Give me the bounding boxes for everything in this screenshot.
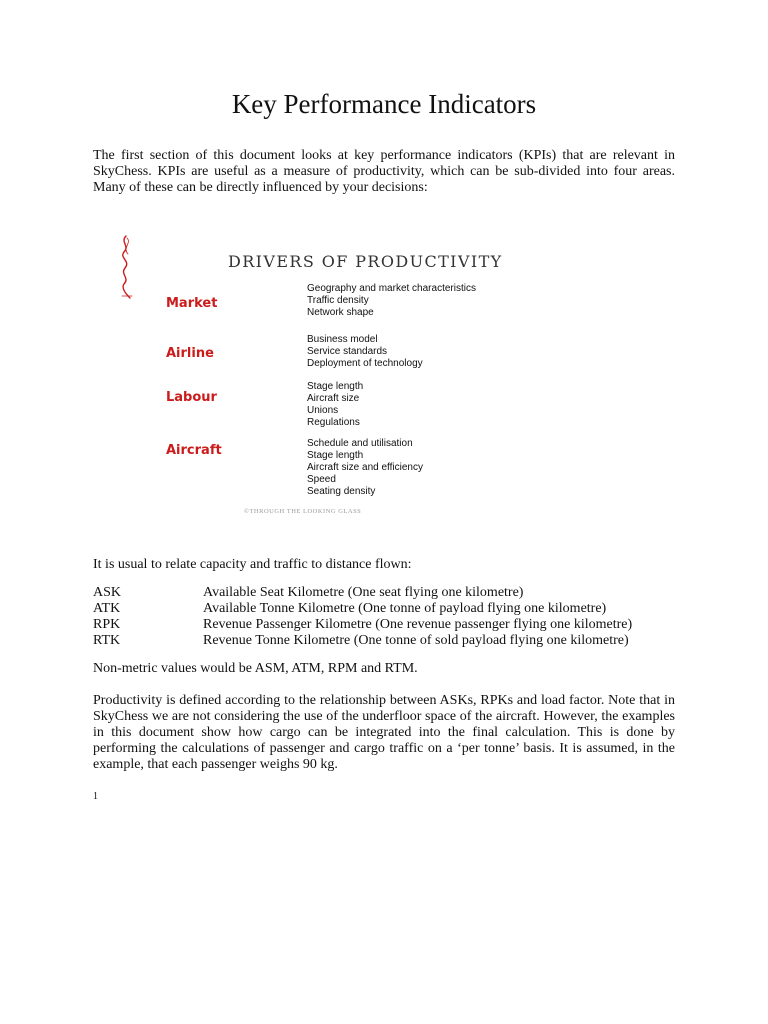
productivity-paragraph: Productivity is defined according to the relationship between ASKs, RPKs and load factor. Note that in SkyChess we are not considering the use of the underfloor space of the aircraft. However, the examples in this document show how cargo can be integrated into the final calculation. This is done by performing the calculations of passenger and cargo traffic on a ‘per tonne’ basis. It is assumed, in the example, that each passenger weighs 90 kg. <box>93 693 675 772</box>
driver-item: Service standards <box>307 346 388 357</box>
driver-item: Aircraft size <box>307 393 360 404</box>
metric-abbreviation: RPK <box>93 617 121 632</box>
driver-label-market: Market <box>166 296 218 311</box>
metric-abbreviation: ASK <box>93 585 122 600</box>
driver-items-market <box>307 283 476 319</box>
figure-credit: ©THROUGH THE LOOKING GLASS <box>244 508 362 515</box>
red-swirl-logo-icon <box>116 234 136 300</box>
page-title: Key Performance Indicators <box>231 89 537 119</box>
driver-item: Business model <box>307 334 378 345</box>
figure-title: DRIVERS OF PRODUCTIVITY <box>228 252 503 271</box>
metric-row <box>93 585 693 601</box>
driver-item: Stage length <box>307 381 364 392</box>
page-number: 1 <box>93 791 98 802</box>
driver-item: Aircraft size and efficiency <box>307 462 423 473</box>
driver-item: Network shape <box>307 307 374 318</box>
metric-row <box>93 633 693 649</box>
driver-label-airline: Airline <box>166 346 214 361</box>
driver-label-labour: Labour <box>166 390 217 405</box>
driver-item: Traffic density <box>307 295 369 306</box>
metric-row <box>93 601 693 617</box>
driver-items-airline <box>307 334 423 370</box>
driver-item: Geography and market characteristics <box>307 283 476 294</box>
relate-paragraph: It is usual to relate capacity and traffic to distance flown: <box>93 557 412 572</box>
metric-abbreviation: RTK <box>93 633 121 648</box>
metric-definition: Available Tonne Kilometre (One tonne of payload flying one kilometre) <box>203 601 607 616</box>
driver-item: Deployment of technology <box>307 358 423 369</box>
intro-paragraph: The first section of this document looks at key performance indicators (KPIs) that are relevant in SkyChess. KPIs are useful as a measure of productivity, which can be sub-divided into four areas. Many of these can be directly influenced by your decisions: <box>93 148 675 195</box>
metric-definition: Available Seat Kilometre (One seat flying one kilometre) <box>203 585 524 600</box>
driver-items-aircraft <box>307 438 423 498</box>
driver-label-aircraft: Aircraft <box>166 443 222 458</box>
metric-abbreviation: ATK <box>93 601 121 616</box>
nonmetric-paragraph: Non-metric values would be ASM, ATM, RPM and RTM. <box>93 661 418 676</box>
driver-item: Schedule and utilisation <box>307 438 413 449</box>
driver-items-labour <box>307 381 363 429</box>
metric-definition: Revenue Tonne Kilometre (One tonne of sold payload flying one kilometre) <box>203 633 629 648</box>
metrics-list <box>93 585 693 649</box>
driver-item: Unions <box>307 405 339 416</box>
drivers-of-productivity-figure <box>100 228 520 524</box>
driver-item: Regulations <box>307 417 360 428</box>
driver-item: Seating density <box>307 486 376 497</box>
metric-definition: Revenue Passenger Kilometre (One revenue passenger flying one kilometre) <box>203 617 633 632</box>
driver-item: Stage length <box>307 450 364 461</box>
metric-row <box>93 617 693 633</box>
driver-item: Speed <box>307 474 336 485</box>
